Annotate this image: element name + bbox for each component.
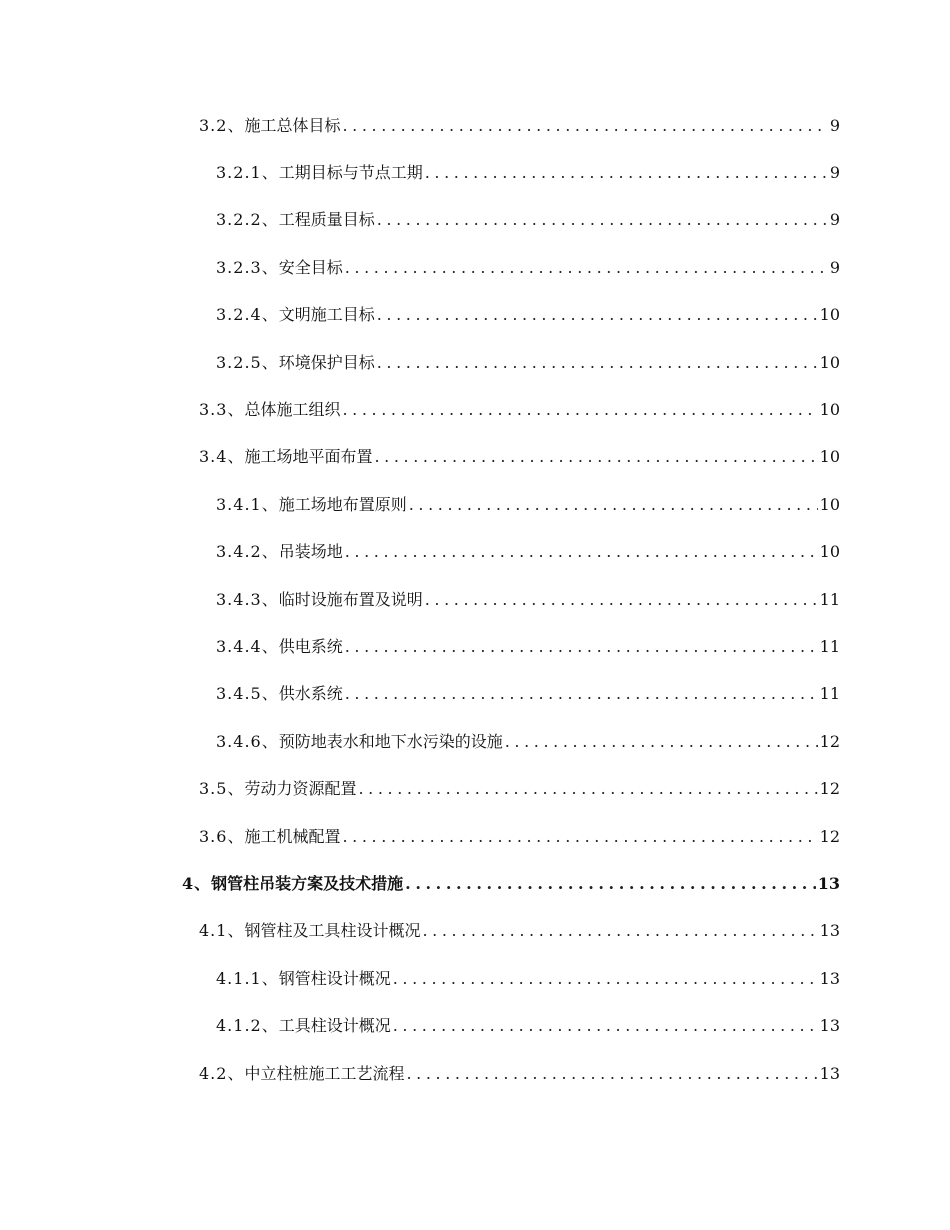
toc-entry-number: 4.1.1、 bbox=[216, 968, 279, 988]
toc-dot-leader bbox=[505, 732, 818, 752]
toc-entry[interactable] bbox=[0, 1002, 950, 1049]
toc-dot-leader bbox=[358, 779, 817, 799]
toc-entry[interactable] bbox=[0, 955, 950, 1002]
toc-entry-page-number: 10 bbox=[819, 542, 840, 562]
toc-dot-leader bbox=[342, 400, 817, 420]
toc-entry-page-number: 10 bbox=[819, 494, 840, 514]
toc-entry-number: 3.2.4、 bbox=[216, 305, 279, 325]
toc-entry-number: 3.5、 bbox=[199, 779, 245, 799]
toc-entry-number: 3.4.2、 bbox=[216, 542, 279, 562]
toc-entry-line bbox=[216, 305, 840, 325]
toc-entry-number: 3.4.5、 bbox=[216, 684, 279, 704]
toc-entry-title: 工程质量目标 bbox=[278, 210, 375, 230]
toc-entry-page-number: 13 bbox=[819, 968, 840, 988]
toc-dot-leader bbox=[406, 1064, 817, 1084]
toc-entry-number: 3.6、 bbox=[199, 826, 245, 846]
toc-entry-page-number: 10 bbox=[819, 352, 840, 372]
toc-entry-line bbox=[216, 590, 840, 610]
toc-entry-line bbox=[216, 210, 840, 230]
toc-entry[interactable] bbox=[0, 623, 950, 670]
toc-entry-line bbox=[216, 258, 840, 278]
toc-entry-title: 钢管柱及工具柱设计概况 bbox=[244, 921, 421, 941]
toc-entry[interactable] bbox=[0, 671, 950, 718]
toc-entry-number: 3.2、 bbox=[199, 115, 245, 135]
toc-dot-leader bbox=[345, 258, 828, 278]
toc-entry-title: 钢管柱设计概况 bbox=[278, 968, 391, 988]
toc-entry[interactable] bbox=[0, 1050, 950, 1097]
toc-entry-page-number: 13 bbox=[817, 873, 840, 893]
toc-dot-leader bbox=[342, 827, 817, 847]
toc-entry-line bbox=[216, 684, 840, 704]
toc-entry[interactable] bbox=[0, 765, 950, 812]
toc-entry-title: 环境保护目标 bbox=[278, 352, 375, 372]
toc-dot-leader bbox=[377, 210, 828, 230]
toc-dot-leader bbox=[422, 921, 817, 941]
toc-entry-line bbox=[182, 874, 840, 894]
toc-dot-leader bbox=[377, 305, 818, 325]
toc-entry-page-number: 10 bbox=[819, 447, 840, 467]
toc-entry[interactable] bbox=[0, 339, 950, 386]
toc-entry-number: 4.1.2、 bbox=[216, 1016, 279, 1036]
toc-entry-title: 工期目标与节点工期 bbox=[278, 163, 423, 183]
toc-entry-line bbox=[199, 1064, 840, 1084]
toc-entry-line bbox=[199, 400, 840, 420]
toc-entry-line bbox=[216, 163, 840, 183]
toc-entry-number: 3.4.4、 bbox=[216, 636, 279, 656]
toc-entry-title: 文明施工目标 bbox=[278, 305, 375, 325]
toc-entry[interactable] bbox=[0, 576, 950, 623]
toc-entry[interactable] bbox=[0, 434, 950, 481]
toc-dot-leader bbox=[377, 353, 818, 373]
toc-entry-line bbox=[199, 779, 840, 799]
toc-entry-number: 3.3、 bbox=[199, 400, 245, 420]
toc-entry-page-number: 11 bbox=[819, 589, 840, 609]
toc-entry[interactable] bbox=[0, 860, 950, 907]
toc-entry[interactable] bbox=[0, 197, 950, 244]
toc-entry-title: 施工总体目标 bbox=[244, 115, 341, 135]
toc-entry-line bbox=[199, 827, 840, 847]
toc-entry-title: 施工场地平面布置 bbox=[244, 447, 373, 467]
toc-entry-page-number: 12 bbox=[819, 826, 840, 846]
toc-dot-leader bbox=[345, 684, 818, 704]
toc-entry[interactable] bbox=[0, 529, 950, 576]
toc-entry-title: 总体施工组织 bbox=[244, 400, 341, 420]
toc-entry-number: 3.2.3、 bbox=[216, 257, 279, 277]
toc-entry-title: 预防地表水和地下水污染的设施 bbox=[278, 731, 503, 751]
toc-entry[interactable] bbox=[0, 481, 950, 528]
toc-dot-leader bbox=[345, 637, 818, 657]
toc-dot-leader bbox=[405, 874, 816, 894]
toc-entry[interactable] bbox=[0, 102, 950, 149]
toc-entry-line bbox=[199, 116, 840, 136]
toc-dot-leader bbox=[425, 163, 828, 183]
toc-entry-page-number: 9 bbox=[829, 163, 840, 183]
toc-entry-number: 3.2.1、 bbox=[216, 163, 279, 183]
toc-dot-leader bbox=[393, 969, 818, 989]
toc-dot-leader bbox=[345, 542, 818, 562]
toc-entry-title: 中立柱桩施工工艺流程 bbox=[244, 1063, 405, 1083]
toc-entry-page-number: 9 bbox=[829, 257, 840, 277]
toc-entry-title: 钢管柱吊装方案及技术措施 bbox=[211, 873, 404, 893]
toc-entry-title: 吊装场地 bbox=[278, 542, 343, 562]
toc-dot-leader bbox=[409, 495, 818, 515]
toc-entry-title: 施工机械配置 bbox=[244, 826, 341, 846]
toc-entry-title: 劳动力资源配置 bbox=[244, 779, 357, 799]
toc-entry-number: 4.1、 bbox=[199, 921, 245, 941]
toc-entry[interactable] bbox=[0, 718, 950, 765]
toc-entry[interactable] bbox=[0, 292, 950, 339]
toc-entry-line bbox=[216, 732, 840, 752]
toc-entry-page-number: 9 bbox=[829, 115, 840, 135]
toc-dot-leader bbox=[342, 116, 827, 136]
toc-entry[interactable] bbox=[0, 149, 950, 196]
toc-entry-line bbox=[216, 637, 840, 657]
toc-entry-number: 3.4.3、 bbox=[216, 589, 279, 609]
toc-entry-line bbox=[199, 921, 840, 941]
toc-entry-page-number: 12 bbox=[819, 779, 840, 799]
toc-entry-number: 3.4、 bbox=[199, 447, 245, 467]
toc-entry-title: 工具柱设计概况 bbox=[278, 1016, 391, 1036]
toc-entry-title: 供电系统 bbox=[278, 636, 343, 656]
toc-entry[interactable] bbox=[0, 908, 950, 955]
toc-entry-line bbox=[216, 353, 840, 373]
toc-entry-line bbox=[216, 969, 840, 989]
toc-entry-line bbox=[216, 542, 840, 562]
toc-entry[interactable] bbox=[0, 813, 950, 860]
toc-entry-title: 安全目标 bbox=[278, 257, 343, 277]
toc-entry-line bbox=[216, 495, 840, 515]
toc-dot-leader bbox=[393, 1016, 818, 1036]
toc-entry-number: 3.4.6、 bbox=[216, 731, 279, 751]
toc-entry-page-number: 13 bbox=[819, 1063, 840, 1083]
toc-entry-page-number: 13 bbox=[819, 921, 840, 941]
toc-entry-number: 3.4.1、 bbox=[216, 494, 279, 514]
toc-entry-title: 供水系统 bbox=[278, 684, 343, 704]
toc-entry-title: 临时设施布置及说明 bbox=[278, 589, 423, 609]
toc-entry-number: 4、 bbox=[182, 873, 212, 893]
toc-entry-page-number: 11 bbox=[819, 684, 840, 704]
toc-entry-page-number: 10 bbox=[819, 305, 840, 325]
toc-entry-line bbox=[199, 447, 840, 467]
table-of-contents bbox=[0, 102, 950, 1097]
toc-entry-number: 3.2.2、 bbox=[216, 210, 279, 230]
toc-entry-title: 施工场地布置原则 bbox=[278, 494, 407, 514]
toc-entry-page-number: 12 bbox=[819, 731, 840, 751]
toc-entry[interactable] bbox=[0, 244, 950, 291]
toc-entry-page-number: 10 bbox=[819, 400, 840, 420]
toc-entry-page-number: 13 bbox=[819, 1016, 840, 1036]
toc-dot-leader bbox=[374, 447, 817, 467]
toc-entry[interactable] bbox=[0, 386, 950, 433]
toc-entry-line bbox=[216, 1016, 840, 1036]
toc-entry-number: 3.2.5、 bbox=[216, 352, 279, 372]
toc-entry-page-number: 11 bbox=[819, 636, 840, 656]
toc-dot-leader bbox=[425, 590, 818, 610]
toc-entry-page-number: 9 bbox=[829, 210, 840, 230]
toc-entry-number: 4.2、 bbox=[199, 1063, 245, 1083]
